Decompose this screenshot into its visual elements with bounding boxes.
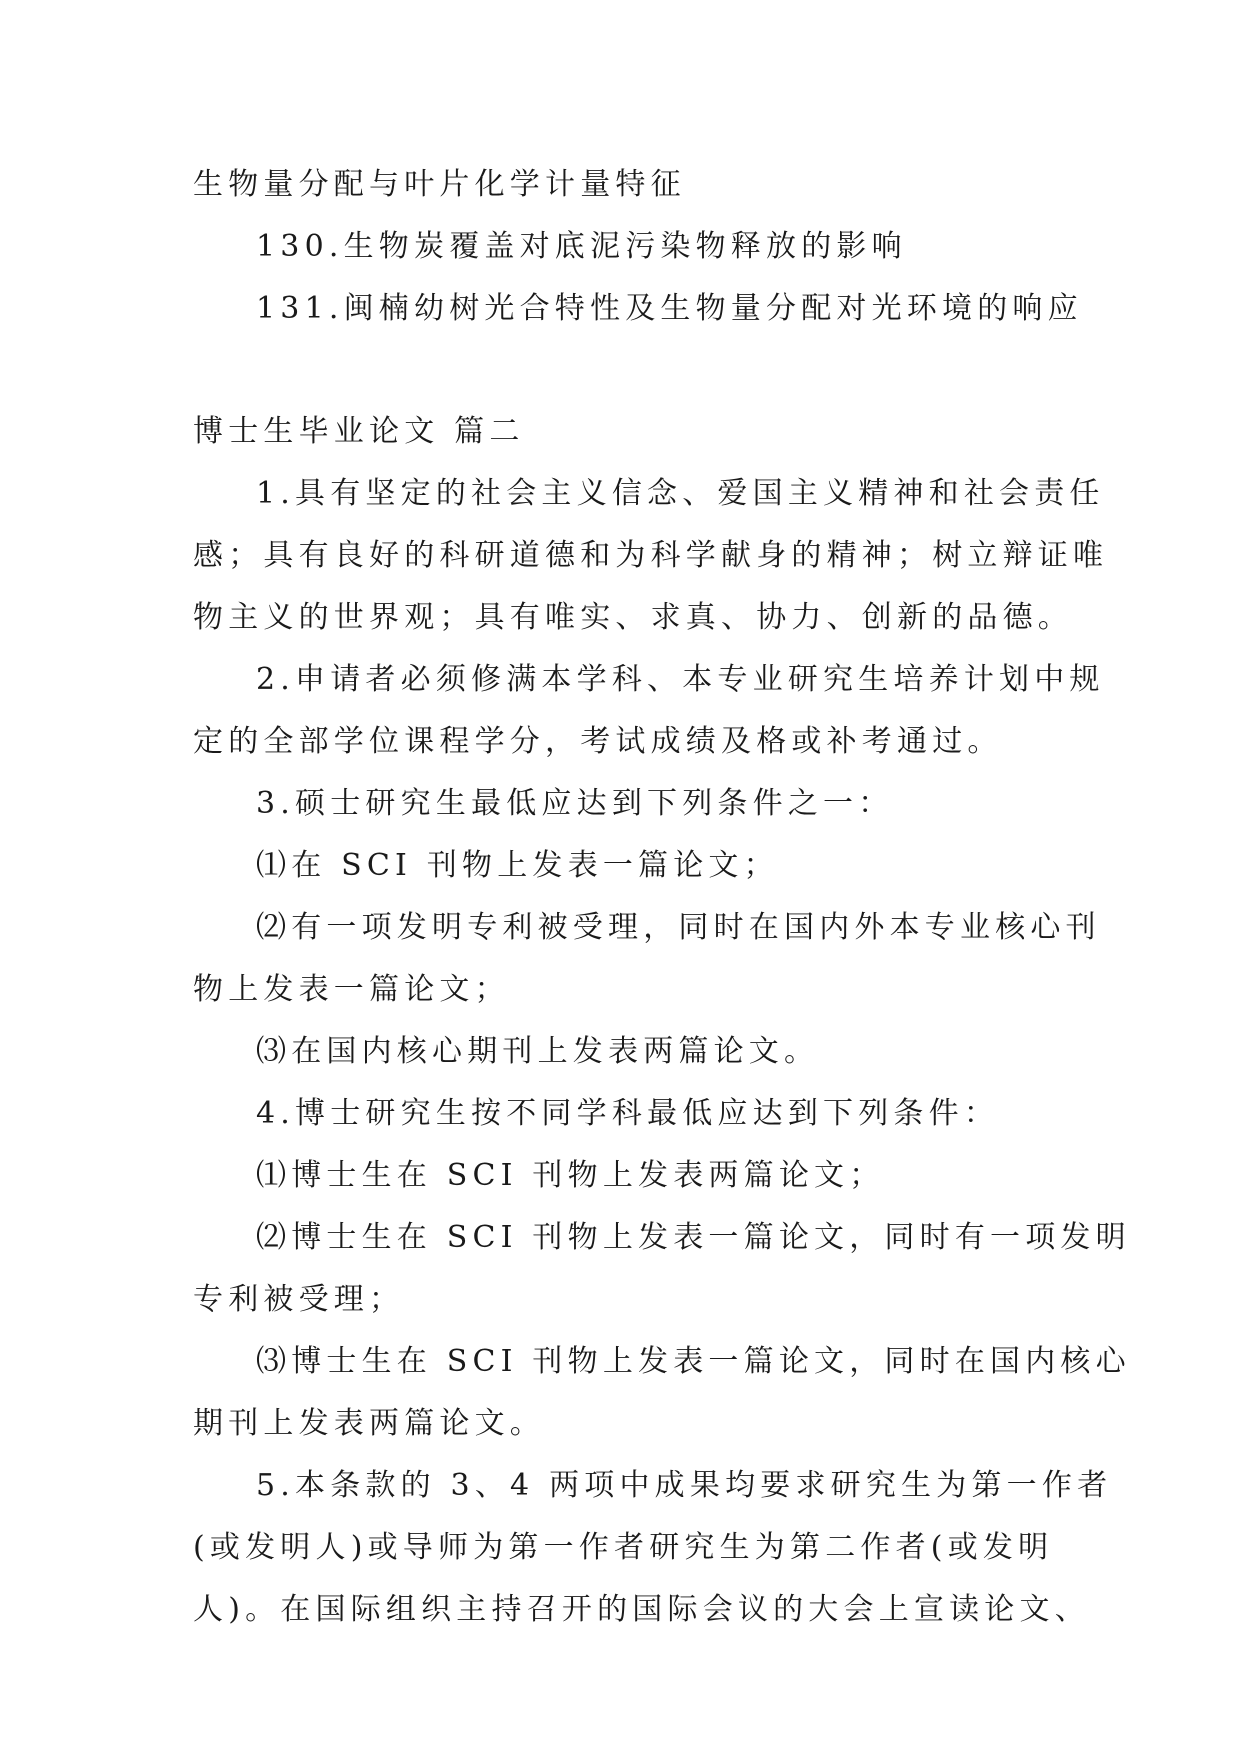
paragraph-4-item-1: ⑴博士生在 SCI 刊物上发表两篇论文； [256, 1158, 885, 1193]
paragraph-2-line-2: 定的全部学位课程学分，考试成绩及格或补考通过。 [193, 724, 1003, 759]
section-heading: 博士生毕业论文 篇二 [193, 414, 525, 449]
paragraph-3-item-2-line-2: 物上发表一篇论文； [193, 972, 510, 1007]
paragraph-3-item-1: ⑴在 SCI 刊物上发表一篇论文； [256, 848, 779, 883]
paragraph-4-item-3-line-1: ⑶博士生在 SCI 刊物上发表一篇论文，同时在国内核心 [256, 1344, 1131, 1379]
paragraph-3-item-2-line-1: ⑵有一项发明专利被受理，同时在国内外本专业核心刊 [256, 910, 1101, 945]
paragraph-4-item-2-line-2: 专利被受理； [193, 1282, 405, 1317]
paragraph-4-item-2-line-1: ⑵博士生在 SCI 刊物上发表一篇论文，同时有一项发明 [256, 1220, 1131, 1255]
paragraph-5-line-2: (或发明人)或导师为第一作者研究生为第二作者(或发明 [193, 1530, 1054, 1565]
paragraph-3-item-3: ⑶在国内核心期刊上发表两篇论文。 [256, 1034, 820, 1069]
paragraph-5-line-1: 5.本条款的 3、4 两项中成果均要求研究生为第一作者 [256, 1468, 1113, 1503]
paragraph-1-line-2: 感；具有良好的科研道德和为科学献身的精神；树立辩证唯 [193, 538, 1109, 573]
paragraph-1-line-3: 物主义的世界观；具有唯实、求真、协力、创新的品德。 [193, 600, 1073, 635]
paragraph-4-heading: 4.博士研究生按不同学科最低应达到下列条件： [256, 1096, 1000, 1131]
list-item-131: 131.闽楠幼树光合特性及生物量分配对光环境的响应 [256, 291, 1083, 326]
paragraph-1-line-1: 1.具有坚定的社会主义信念、爱国主义精神和社会责任 [256, 476, 1105, 511]
list-item-130: 130.生物炭覆盖对底泥污染物释放的影响 [256, 229, 907, 264]
paragraph-2-line-1: 2.申请者必须修满本学科、本专业研究生培养计划中规 [256, 662, 1105, 697]
text-line-continuation: 生物量分配与叶片化学计量特征 [193, 167, 686, 202]
paragraph-5-line-3: 人)。在国际组织主持召开的国际会议的大会上宣读论文、 [193, 1592, 1090, 1627]
paragraph-4-item-3-line-2: 期刊上发表两篇论文。 [193, 1406, 545, 1441]
paragraph-3-heading: 3.硕士研究生最低应达到下列条件之一： [256, 786, 894, 821]
